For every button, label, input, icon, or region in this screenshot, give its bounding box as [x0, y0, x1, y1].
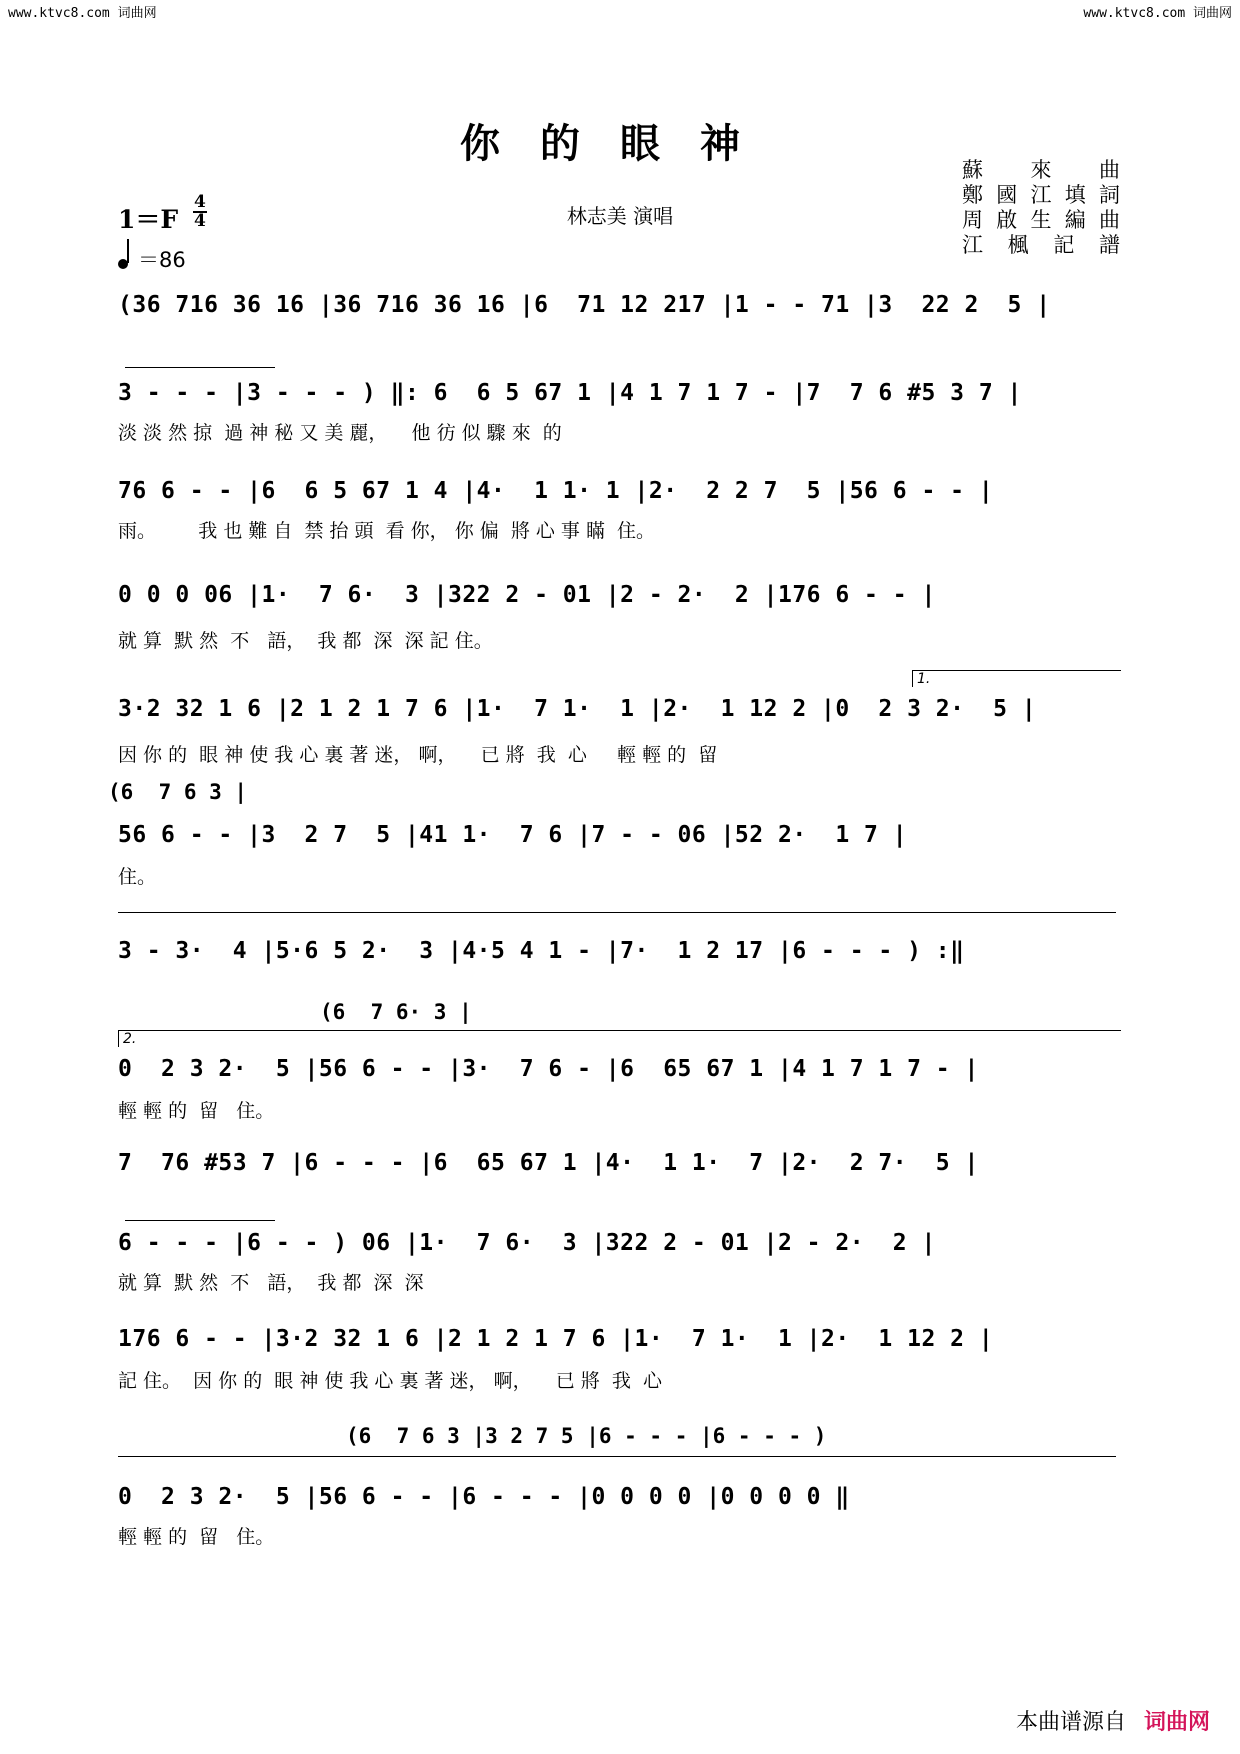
tie-line — [125, 367, 275, 368]
lyrics-system-4: 就 算 默 然 不 語， 我 都 深 深 記 住。 — [118, 630, 493, 652]
performer: 林志美 演唱 — [566, 204, 674, 228]
key-signature: 1＝F — [118, 205, 179, 234]
watermark-right: www.ktvc8.com 词曲网 — [1083, 6, 1232, 21]
notation-system-7: 3 - 3· 4 |5·6 5 2· 3 |4·5 4 1 - |7· 1 2 17 |6 - - - ) :‖ — [118, 938, 965, 964]
notation-system-5: 3·2 32 1 6 |2 1 2 1 7 6 |1· 7 1· 1 |2· 1 12 2 |0 2 3 2· 5 | — [118, 696, 1037, 722]
tempo-value: ＝86 — [138, 248, 186, 272]
notation-system-9: 7 76 #53 7 |6 - - - |6 65 67 1 |4· 1 1· 7 |2· 2 7· 5 | — [118, 1150, 979, 1176]
lyrics-system-8: 輕 輕 的 留 住。 — [118, 1100, 275, 1122]
lyrics-system-11: 記 住。 因 你 的 眼 神 使 我 心 裏 著 迷， 啊， 已 將 我 心 — [118, 1370, 662, 1392]
tie-line — [125, 1220, 275, 1221]
credit-composer: 蘇來曲 — [962, 158, 1122, 182]
tempo-marking — [118, 244, 186, 274]
lyrics-system-10: 就 算 默 然 不 語， 我 都 深 深 — [118, 1272, 424, 1294]
accompaniment-cue-2: (6 7 6· 3 | — [320, 1000, 472, 1024]
notation-system-3: 76 6 - - |6 6 5 67 1 4 |4· 1 1· 1 |2· 2 2 7 5 |56 6 - - | — [118, 478, 994, 504]
notation-system-10: 6 - - - |6 - - ) 06 |1· 7 6· 3 |322 2 - 01 |2 - 2· 2 | — [118, 1230, 936, 1256]
accompaniment-cue-1: (6 7 6 3 | — [108, 780, 248, 804]
notation-system-2: 3 - - - |3 - - - ) ‖: 6 6 5 67 1 |4 1 7 1 7 - |7 7 6 #5 3 7 | — [118, 380, 1022, 406]
footer-source — [1016, 1705, 1210, 1736]
quarter-note-icon — [118, 259, 128, 269]
notation-system-1: (36 716 36 16 |36 716 36 16 |6 71 12 217 |1 - - 71 |3 22 2 5 | — [118, 292, 1051, 318]
credit-lyricist: 鄭國江填詞 — [962, 183, 1122, 207]
lyrics-system-3: 雨。 我 也 難 自 禁 抬 頭 看 你， 你 偏 將 心 事 瞞 住。 — [118, 520, 656, 542]
song-title: 你的眼神 — [460, 120, 780, 167]
time-signature-top: 4 — [194, 192, 206, 212]
credits — [962, 158, 1122, 258]
notation-system-11: 176 6 - - |3·2 32 1 6 |2 1 2 1 7 6 |1· 7 1· 1 |2· 1 12 2 | — [118, 1326, 994, 1352]
footer-source-text: 本曲谱源自 — [1015, 1710, 1126, 1735]
watermark-left: www.ktvc8.com 词曲网 — [8, 6, 157, 21]
lyrics-system-5: 因 你 的 眼 神 使 我 心 裏 著 迷， 啊， 已 將 我 心 輕 輕 的 留 — [118, 744, 718, 766]
time-signature — [193, 194, 207, 230]
time-signature-bottom: 4 — [194, 211, 206, 231]
notation-system-12: 0 2 3 2· 5 |56 6 - - |6 - - - |0 0 0 0 |0 0 0 0 ‖ — [118, 1484, 850, 1510]
credit-arranger: 周啟生編曲 — [962, 208, 1122, 232]
lyrics-system-2: 淡 淡 然 掠 過 神 秘 又 美 麗， 他 彷 似 驟 來 的 — [118, 422, 562, 444]
phrase-line — [118, 1456, 1116, 1457]
notation-system-4: 0 0 0 06 |1· 7 6· 3 |322 2 - 01 |2 - 2· 2 |176 6 - - | — [118, 582, 936, 608]
lyrics-system-12: 輕 輕 的 留 住。 — [118, 1526, 275, 1548]
notation-system-8: 0 2 3 2· 5 |56 6 - - |3· 7 6 - |6 65 67 1 |4 1 7 1 7 - | — [118, 1056, 979, 1082]
credit-transcriber: 江楓記譜 — [962, 233, 1122, 257]
accompaniment-cue-3: (6 7 6 3 |3 2 7 5 |6 - - - |6 - - - ) — [346, 1424, 827, 1448]
footer-brand[interactable]: 词曲网 — [1143, 1710, 1210, 1735]
lyrics-system-6: 住。 — [118, 866, 157, 888]
volta-first-ending: 1. — [912, 670, 1121, 687]
notation-system-6: 56 6 - - |3 2 7 5 |41 1· 7 6 |7 - - 06 |52 2· 1 7 | — [118, 822, 908, 848]
phrase-line — [118, 912, 1116, 913]
volta-second-ending: 2. — [118, 1030, 1121, 1047]
